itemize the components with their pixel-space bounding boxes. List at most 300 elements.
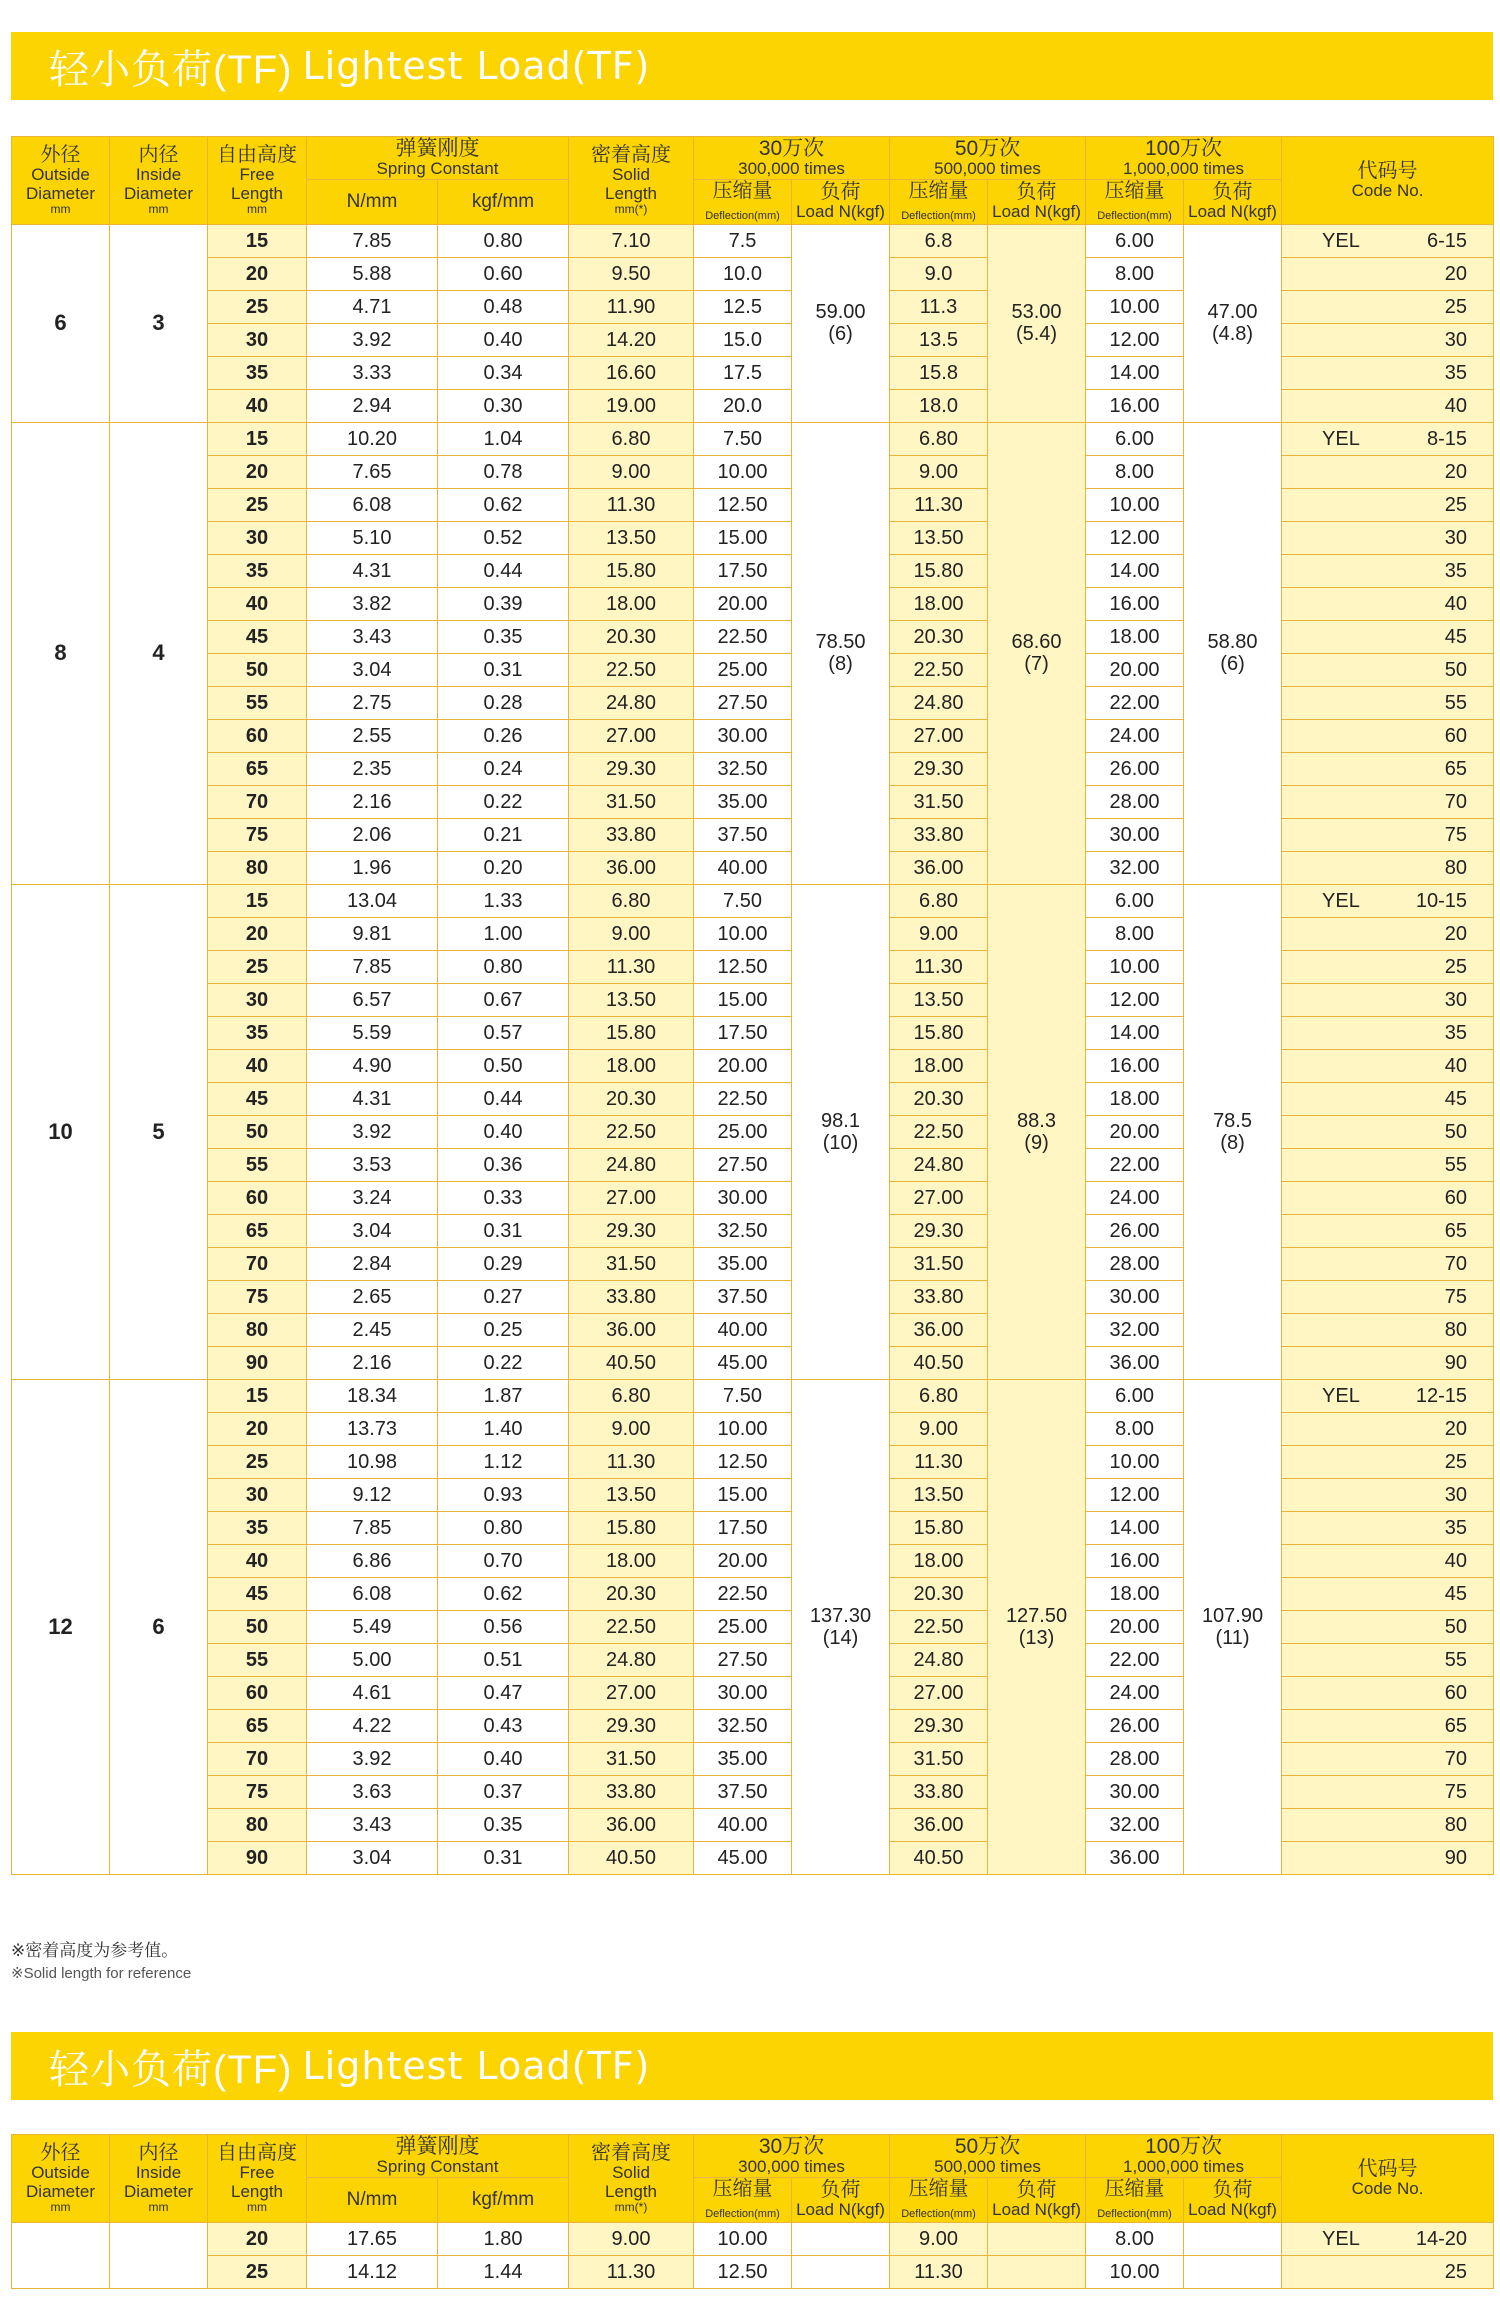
spring-n-mm-cell: 4.71 — [307, 290, 438, 323]
code-suffix: 40 — [1444, 1549, 1468, 1572]
free-length-cell: 40 — [208, 1544, 307, 1577]
solid-length-cell: 18.00 — [569, 1049, 694, 1082]
code-suffix: 90 — [1444, 1846, 1468, 1869]
deflection-500k-cell: 9.00 — [890, 455, 988, 488]
code-suffix: 80 — [1444, 856, 1468, 879]
spring-kgf-mm-cell: 1.12 — [438, 1445, 569, 1478]
load-value — [792, 422, 890, 884]
inside-diameter-cell: 3 — [110, 224, 208, 422]
load-newtons: 58.80 — [1207, 631, 1258, 654]
free-length-cell: 15 — [208, 422, 307, 455]
spring-kgf-mm-cell: 0.80 — [438, 224, 569, 257]
load-value — [1184, 2222, 1282, 2255]
spring-kgf-mm-cell: 0.21 — [438, 818, 569, 851]
solid-length-cell: 20.30 — [569, 1577, 694, 1610]
deflection-500k-cell: 6.80 — [890, 884, 988, 917]
solid-length-cell: 31.50 — [569, 1247, 694, 1280]
load-value — [792, 884, 890, 1379]
deflection-500k-cell: 18.00 — [890, 1544, 988, 1577]
header-1000k: 100万次 1,000,000 times — [1086, 137, 1282, 180]
code-suffix: 75 — [1444, 1780, 1468, 1803]
deflection-300k-cell: 17.50 — [694, 1016, 792, 1049]
spring-kgf-mm-cell: 1.87 — [438, 1379, 569, 1412]
solid-length-cell: 9.00 — [569, 1412, 694, 1445]
load-newtons: 47.00 — [1207, 301, 1258, 324]
deflection-500k-cell: 40.50 — [890, 1841, 988, 1874]
solid-length-cell: 40.50 — [569, 1841, 694, 1874]
code-no-cell — [1282, 686, 1494, 719]
code-suffix: 14-20 — [1415, 2227, 1468, 2250]
deflection-500k-cell: 31.50 — [890, 1247, 988, 1280]
spring-kgf-mm-cell: 0.35 — [438, 1808, 569, 1841]
code-no-cell — [1282, 785, 1494, 818]
code-no-cell — [1282, 1346, 1494, 1379]
note-solid-length-en: ※Solid length for reference — [11, 1965, 192, 1982]
header-300k: 30万次 300,000 times — [694, 137, 890, 180]
spring-kgf-mm-cell: 0.50 — [438, 1049, 569, 1082]
deflection-500k-cell: 13.5 — [890, 323, 988, 356]
load-value — [988, 422, 1086, 884]
code-suffix: 65 — [1444, 1714, 1468, 1737]
spring-n-mm-cell: 3.04 — [307, 1841, 438, 1874]
load-value — [1184, 224, 1282, 422]
deflection-500k-cell: 36.00 — [890, 851, 988, 884]
load-value — [792, 2222, 890, 2255]
deflection-1000k-cell: 32.00 — [1086, 1313, 1184, 1346]
deflection-500k-cell: 13.50 — [890, 983, 988, 1016]
deflection-300k-cell: 35.00 — [694, 1247, 792, 1280]
solid-length-cell: 11.30 — [569, 2255, 694, 2288]
load-newtons: 98.1 — [821, 1109, 860, 1132]
code-no-cell — [1282, 884, 1494, 917]
free-length-cell: 25 — [208, 950, 307, 983]
free-length-cell: 25 — [208, 290, 307, 323]
deflection-1000k-cell: 12.00 — [1086, 323, 1184, 356]
deflection-500k-cell: 31.50 — [890, 1742, 988, 1775]
spring-n-mm-cell: 3.43 — [307, 620, 438, 653]
load-value — [988, 884, 1086, 1379]
code-no-cell — [1282, 389, 1494, 422]
deflection-300k-cell: 40.00 — [694, 851, 792, 884]
code-no-cell — [1282, 1445, 1494, 1478]
deflection-1000k-cell: 30.00 — [1086, 1775, 1184, 1808]
load-value — [792, 2255, 890, 2288]
spring-n-mm-cell: 4.31 — [307, 1082, 438, 1115]
deflection-500k-cell: 20.30 — [890, 620, 988, 653]
header-outside-diameter: 外径 Outside Diameter mm — [12, 2135, 110, 2223]
load-value — [988, 2222, 1086, 2255]
solid-length-cell: 7.10 — [569, 224, 694, 257]
deflection-300k-cell: 20.00 — [694, 587, 792, 620]
header-code-no: 代码号 Code No. — [1282, 137, 1494, 225]
load-kgf: (13) — [1018, 1626, 1055, 1649]
deflection-300k-cell: 27.50 — [694, 686, 792, 719]
header-load: 负荷 Load N(kgf) — [988, 179, 1086, 224]
deflection-1000k-cell: 18.00 — [1086, 1082, 1184, 1115]
solid-length-cell: 11.90 — [569, 290, 694, 323]
header-load: 负荷 Load N(kgf) — [1184, 179, 1282, 224]
deflection-300k-cell: 37.50 — [694, 1775, 792, 1808]
free-length-cell: 50 — [208, 1610, 307, 1643]
load-newtons: 137.30 — [809, 1604, 872, 1627]
free-length-cell: 60 — [208, 1676, 307, 1709]
free-length-cell: 20 — [208, 455, 307, 488]
load-value — [1184, 422, 1282, 884]
header-spring-constant: 弹簧刚度 Spring Constant — [307, 137, 569, 180]
free-length-cell: 55 — [208, 1643, 307, 1676]
solid-length-cell: 9.00 — [569, 2222, 694, 2255]
code-suffix: 12-15 — [1415, 1384, 1468, 1407]
code-suffix: 70 — [1444, 1252, 1468, 1275]
code-suffix: 25 — [1444, 1450, 1468, 1473]
spring-kgf-mm-cell: 0.47 — [438, 1676, 569, 1709]
deflection-500k-cell: 24.80 — [890, 1643, 988, 1676]
header-solid-length: 密着高度 Solid Length mm(*) — [569, 137, 694, 225]
header-load: 负荷 Load N(kgf) — [792, 2177, 890, 2222]
header-free-length: 自由高度 Free Length mm — [208, 137, 307, 225]
spring-kgf-mm-cell: 0.31 — [438, 1841, 569, 1874]
code-no-cell — [1282, 1280, 1494, 1313]
spring-n-mm-cell: 7.85 — [307, 1511, 438, 1544]
code-no-cell — [1282, 1841, 1494, 1874]
spring-n-mm-cell: 3.04 — [307, 1214, 438, 1247]
spring-kgf-mm-cell: 0.56 — [438, 1610, 569, 1643]
code-suffix: 55 — [1444, 691, 1468, 714]
free-length-cell: 65 — [208, 1214, 307, 1247]
spring-n-mm-cell: 3.82 — [307, 587, 438, 620]
deflection-500k-cell: 22.50 — [890, 653, 988, 686]
load-kgf: (10) — [822, 1131, 859, 1154]
deflection-1000k-cell: 20.00 — [1086, 1610, 1184, 1643]
spring-n-mm-cell: 5.49 — [307, 1610, 438, 1643]
code-suffix: 20 — [1444, 922, 1468, 945]
deflection-500k-cell: 24.80 — [890, 686, 988, 719]
spring-kgf-mm-cell: 0.36 — [438, 1148, 569, 1181]
load-kgf: (9) — [1024, 1131, 1049, 1154]
load-newtons: 107.90 — [1201, 1604, 1264, 1627]
deflection-1000k-cell: 10.00 — [1086, 488, 1184, 521]
code-suffix: 70 — [1444, 790, 1468, 813]
deflection-500k-cell: 27.00 — [890, 1676, 988, 1709]
free-length-cell: 75 — [208, 1775, 307, 1808]
solid-length-cell: 27.00 — [569, 1181, 694, 1214]
deflection-1000k-cell: 18.00 — [1086, 620, 1184, 653]
free-length-cell: 30 — [208, 1478, 307, 1511]
deflection-1000k-cell: 16.00 — [1086, 1544, 1184, 1577]
load-newtons: 88.3 — [1017, 1109, 1056, 1132]
deflection-1000k-cell: 12.00 — [1086, 521, 1184, 554]
free-length-cell: 20 — [208, 917, 307, 950]
deflection-1000k-cell: 36.00 — [1086, 1346, 1184, 1379]
deflection-500k-cell: 36.00 — [890, 1313, 988, 1346]
code-suffix: 35 — [1444, 1021, 1468, 1044]
code-suffix: 20 — [1444, 460, 1468, 483]
deflection-300k-cell: 32.50 — [694, 752, 792, 785]
solid-length-cell: 11.30 — [569, 1445, 694, 1478]
code-no-cell — [1282, 1049, 1494, 1082]
deflection-1000k-cell: 24.00 — [1086, 1676, 1184, 1709]
code-no-cell — [1282, 917, 1494, 950]
spring-kgf-mm-cell: 0.44 — [438, 1082, 569, 1115]
solid-length-cell: 33.80 — [569, 1280, 694, 1313]
deflection-300k-cell: 30.00 — [694, 719, 792, 752]
spring-n-mm-cell: 13.04 — [307, 884, 438, 917]
deflection-300k-cell: 7.50 — [694, 1379, 792, 1412]
deflection-1000k-cell: 20.00 — [1086, 1115, 1184, 1148]
code-no-cell — [1282, 2222, 1494, 2255]
spring-n-mm-cell: 14.12 — [307, 2255, 438, 2288]
table-row — [12, 422, 1494, 455]
spring-kgf-mm-cell: 0.34 — [438, 356, 569, 389]
spring-n-mm-cell: 2.45 — [307, 1313, 438, 1346]
solid-length-cell: 13.50 — [569, 983, 694, 1016]
spring-kgf-mm-cell: 0.31 — [438, 1214, 569, 1247]
spring-kgf-mm-cell: 0.43 — [438, 1709, 569, 1742]
spring-n-mm-cell: 2.65 — [307, 1280, 438, 1313]
code-suffix: 60 — [1444, 724, 1468, 747]
free-length-cell: 15 — [208, 224, 307, 257]
solid-length-cell: 6.80 — [569, 1379, 694, 1412]
load-value — [792, 224, 890, 422]
code-suffix: 30 — [1444, 526, 1468, 549]
spring-n-mm-cell: 4.31 — [307, 554, 438, 587]
free-length-cell: 75 — [208, 818, 307, 851]
deflection-300k-cell: 22.50 — [694, 620, 792, 653]
deflection-1000k-cell: 16.00 — [1086, 587, 1184, 620]
spring-n-mm-cell: 4.61 — [307, 1676, 438, 1709]
deflection-300k-cell: 15.00 — [694, 521, 792, 554]
deflection-300k-cell: 22.50 — [694, 1082, 792, 1115]
spring-kgf-mm-cell: 0.22 — [438, 785, 569, 818]
code-no-cell — [1282, 1313, 1494, 1346]
spring-kgf-mm-cell: 0.40 — [438, 323, 569, 356]
free-length-cell: 80 — [208, 851, 307, 884]
spring-kgf-mm-cell: 0.20 — [438, 851, 569, 884]
spring-kgf-mm-cell: 0.22 — [438, 1346, 569, 1379]
code-no-cell — [1282, 1709, 1494, 1742]
header-deflection: 压缩量 Deflection(mm) — [1086, 2177, 1184, 2222]
deflection-500k-cell: 15.80 — [890, 554, 988, 587]
free-length-cell: 45 — [208, 620, 307, 653]
deflection-500k-cell: 22.50 — [890, 1115, 988, 1148]
deflection-300k-cell: 20.00 — [694, 1544, 792, 1577]
spring-kgf-mm-cell: 0.27 — [438, 1280, 569, 1313]
banner-title-en: Lightest Load(TF) — [302, 2044, 651, 2088]
deflection-500k-cell: 33.80 — [890, 818, 988, 851]
header-deflection: 压缩量 Deflection(mm) — [694, 179, 792, 224]
deflection-300k-cell: 15.0 — [694, 323, 792, 356]
code-suffix: 45 — [1444, 625, 1468, 648]
header-n-mm: N/mm — [307, 179, 438, 224]
deflection-1000k-cell: 16.00 — [1086, 389, 1184, 422]
code-suffix: 50 — [1444, 658, 1468, 681]
code-no-cell — [1282, 653, 1494, 686]
deflection-1000k-cell: 18.00 — [1086, 1577, 1184, 1610]
code-no-cell — [1282, 1808, 1494, 1841]
code-prefix: YEL — [1322, 229, 1360, 252]
spring-n-mm-cell: 2.84 — [307, 1247, 438, 1280]
load-kgf: (6) — [828, 323, 853, 346]
code-no-cell — [1282, 356, 1494, 389]
solid-length-cell: 24.80 — [569, 1643, 694, 1676]
code-suffix: 20 — [1444, 262, 1468, 285]
deflection-1000k-cell: 8.00 — [1086, 917, 1184, 950]
deflection-500k-cell: 22.50 — [890, 1610, 988, 1643]
code-suffix: 75 — [1444, 1285, 1468, 1308]
code-no-cell — [1282, 554, 1494, 587]
spring-spec-table-continued — [11, 2134, 1494, 2289]
code-no-cell — [1282, 1742, 1494, 1775]
banner-title-en: Lightest Load(TF) — [302, 44, 651, 88]
free-length-cell: 40 — [208, 389, 307, 422]
spring-n-mm-cell: 7.65 — [307, 455, 438, 488]
solid-length-cell: 31.50 — [569, 785, 694, 818]
header-deflection: 压缩量 Deflection(mm) — [890, 2177, 988, 2222]
solid-length-cell: 31.50 — [569, 1742, 694, 1775]
solid-length-cell: 20.30 — [569, 620, 694, 653]
code-suffix: 35 — [1444, 559, 1468, 582]
spring-kgf-mm-cell: 0.62 — [438, 1577, 569, 1610]
free-length-cell: 30 — [208, 323, 307, 356]
free-length-cell: 30 — [208, 521, 307, 554]
load-kgf: (7) — [1024, 653, 1049, 676]
solid-length-cell: 20.30 — [569, 1082, 694, 1115]
spring-kgf-mm-cell: 0.37 — [438, 1775, 569, 1808]
solid-length-cell: 29.30 — [569, 752, 694, 785]
note-solid-length-zh: ※密着高度为参考值。 — [11, 1941, 179, 1960]
spring-kgf-mm-cell: 0.39 — [438, 587, 569, 620]
table-row — [12, 1379, 1494, 1412]
spring-kgf-mm-cell: 0.30 — [438, 389, 569, 422]
spring-kgf-mm-cell: 0.62 — [438, 488, 569, 521]
deflection-500k-cell: 18.00 — [890, 587, 988, 620]
spring-kgf-mm-cell: 0.40 — [438, 1742, 569, 1775]
spring-kgf-mm-cell: 0.57 — [438, 1016, 569, 1049]
free-length-cell: 70 — [208, 785, 307, 818]
load-newtons: 78.50 — [815, 631, 866, 654]
spring-kgf-mm-cell: 0.80 — [438, 1511, 569, 1544]
spring-n-mm-cell: 10.98 — [307, 1445, 438, 1478]
deflection-1000k-cell: 26.00 — [1086, 1709, 1184, 1742]
deflection-300k-cell: 17.5 — [694, 356, 792, 389]
spring-kgf-mm-cell: 1.44 — [438, 2255, 569, 2288]
spring-n-mm-cell: 5.00 — [307, 1643, 438, 1676]
free-length-cell: 35 — [208, 554, 307, 587]
header-load: 负荷 Load N(kgf) — [792, 179, 890, 224]
deflection-1000k-cell: 16.00 — [1086, 1049, 1184, 1082]
section-banner — [11, 32, 1493, 100]
deflection-500k-cell: 24.80 — [890, 1148, 988, 1181]
solid-length-cell: 11.30 — [569, 488, 694, 521]
deflection-500k-cell: 11.30 — [890, 1445, 988, 1478]
load-value — [988, 2255, 1086, 2288]
code-suffix: 55 — [1444, 1153, 1468, 1176]
code-no-cell — [1282, 1115, 1494, 1148]
free-length-cell: 60 — [208, 719, 307, 752]
code-no-cell — [1282, 257, 1494, 290]
deflection-1000k-cell: 10.00 — [1086, 2255, 1184, 2288]
code-prefix: YEL — [1322, 889, 1360, 912]
free-length-cell: 80 — [208, 1313, 307, 1346]
deflection-500k-cell: 29.30 — [890, 1709, 988, 1742]
deflection-1000k-cell: 20.00 — [1086, 653, 1184, 686]
code-no-cell — [1282, 752, 1494, 785]
inside-diameter-cell: 6 — [110, 1379, 208, 1874]
code-no-cell — [1282, 818, 1494, 851]
spring-kgf-mm-cell: 0.44 — [438, 554, 569, 587]
code-no-cell — [1282, 1544, 1494, 1577]
code-no-cell — [1282, 620, 1494, 653]
deflection-300k-cell: 12.5 — [694, 290, 792, 323]
solid-length-cell: 27.00 — [569, 1676, 694, 1709]
header-deflection: 压缩量 Deflection(mm) — [890, 179, 988, 224]
code-suffix: 40 — [1444, 1054, 1468, 1077]
solid-length-cell: 24.80 — [569, 1148, 694, 1181]
code-suffix: 60 — [1444, 1681, 1468, 1704]
deflection-1000k-cell: 24.00 — [1086, 1181, 1184, 1214]
spring-n-mm-cell: 3.33 — [307, 356, 438, 389]
free-length-cell: 15 — [208, 1379, 307, 1412]
deflection-500k-cell: 11.3 — [890, 290, 988, 323]
solid-length-cell: 9.00 — [569, 917, 694, 950]
free-length-cell: 50 — [208, 1115, 307, 1148]
deflection-500k-cell: 11.30 — [890, 2255, 988, 2288]
deflection-300k-cell: 25.00 — [694, 1115, 792, 1148]
code-suffix: 30 — [1444, 1483, 1468, 1506]
spring-n-mm-cell: 2.75 — [307, 686, 438, 719]
free-length-cell: 35 — [208, 1016, 307, 1049]
code-suffix: 25 — [1444, 295, 1468, 318]
header-1000k: 100万次 1,000,000 times — [1086, 2135, 1282, 2178]
deflection-1000k-cell: 12.00 — [1086, 983, 1184, 1016]
deflection-300k-cell: 30.00 — [694, 1181, 792, 1214]
deflection-1000k-cell: 8.00 — [1086, 1412, 1184, 1445]
banner-title-zh: 轻小负荷(TF) — [49, 47, 293, 92]
load-value — [1184, 1379, 1282, 1874]
header-inside-diameter: 内径 Inside Diameter mm — [110, 2135, 208, 2223]
table-row — [12, 2222, 1494, 2255]
code-no-cell — [1282, 2255, 1494, 2288]
deflection-500k-cell: 9.00 — [890, 917, 988, 950]
deflection-500k-cell: 11.30 — [890, 950, 988, 983]
deflection-300k-cell: 7.50 — [694, 884, 792, 917]
solid-length-cell: 6.80 — [569, 884, 694, 917]
spring-n-mm-cell: 3.92 — [307, 323, 438, 356]
inside-diameter-cell: 4 — [110, 422, 208, 884]
solid-length-cell: 24.80 — [569, 686, 694, 719]
load-newtons: 127.50 — [1005, 1604, 1068, 1627]
spring-kgf-mm-cell: 0.35 — [438, 620, 569, 653]
header-n-mm: N/mm — [307, 2177, 438, 2222]
spring-n-mm-cell: 2.16 — [307, 1346, 438, 1379]
header-kgf-mm: kgf/mm — [438, 2177, 569, 2222]
header-spring-constant: 弹簧刚度 Spring Constant — [307, 2135, 569, 2178]
spring-n-mm-cell: 18.34 — [307, 1379, 438, 1412]
inside-diameter-cell — [110, 2222, 208, 2288]
deflection-1000k-cell: 22.00 — [1086, 686, 1184, 719]
load-kgf: (8) — [1220, 1131, 1245, 1154]
deflection-300k-cell: 10.00 — [694, 1412, 792, 1445]
deflection-500k-cell: 27.00 — [890, 719, 988, 752]
spring-n-mm-cell: 3.24 — [307, 1181, 438, 1214]
deflection-1000k-cell: 14.00 — [1086, 1511, 1184, 1544]
solid-length-cell: 29.30 — [569, 1709, 694, 1742]
table-row — [12, 2255, 1494, 2288]
spring-n-mm-cell: 17.65 — [307, 2222, 438, 2255]
code-no-cell — [1282, 1247, 1494, 1280]
solid-length-cell: 33.80 — [569, 818, 694, 851]
solid-length-cell: 29.30 — [569, 1214, 694, 1247]
